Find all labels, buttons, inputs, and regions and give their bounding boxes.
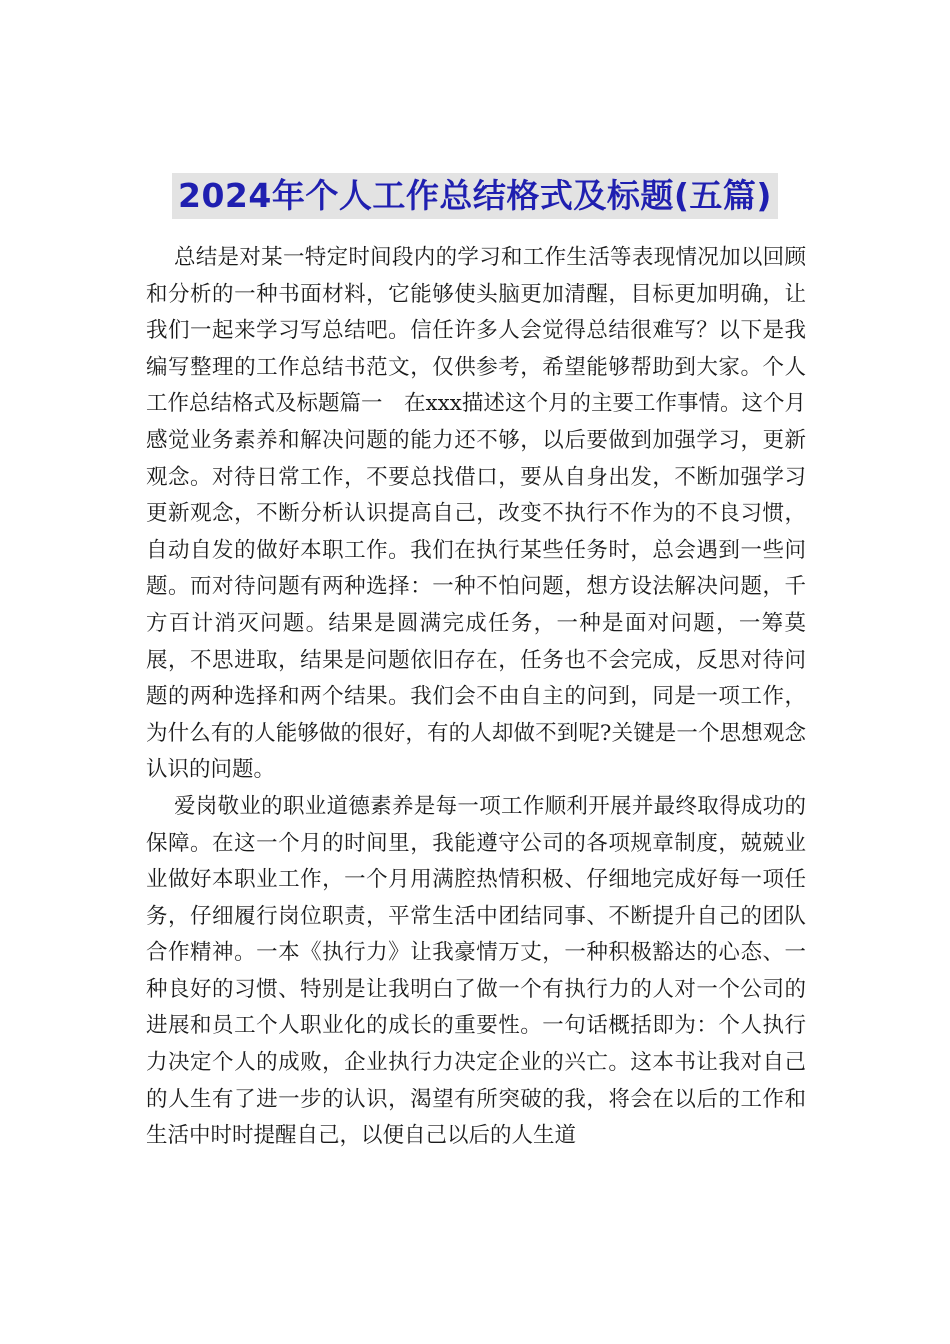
document-body (146, 240, 806, 1155)
paragraph-1: 总结是对某一特定时间段内的学习和工作生活等表现情况加以回顾和分析的一种书面材料，它能够使头脑更加清醒，目标更加明确，让我们一起来学习写总结吧。信任许多人会觉得总结很难写？以下是我编写整理的工作总结书范文，仅供参考，希望能够帮助到大家。个人工作总结格式及标题篇一 在xxx描述这个月的主要工作事情。这个月感觉业务素养和解决问题的能力还不够，以后要做到加强学习，更新观念。对待日常工作，不要总找借口，要从自身出发，不断加强学习更新观念，不断分析认识提高自己，改变不执行不作为的不良习惯，自动自发的做好本职工作。我们在执行某些任务时，总会遇到一些问题。而对待问题有两种选择：一种不怕问题，想方设法解决问题，千方百计消灭问题。结果是圆满完成任务，一种是面对问题，一筹莫展，不思进取，结果是问题依旧存在，任务也不会完成，反思对待问题的两种选择和两个结果。我们会不由自主的问到，同是一项工作，为什么有的人能够做的很好，有的人却做不到呢?关键是一个思想观念认识的问题。 (146, 245, 806, 783)
title-container (0, 173, 950, 219)
document-title: 2024年个人工作总结格式及标题(五篇) (172, 173, 778, 219)
paragraph-2: 爱岗敬业的职业道德素养是每一项工作顺利开展并最终取得成功的保障。在这一个月的时间里，我能遵守公司的各项规章制度，兢兢业业做好本职业工作，一个月用满腔热情积极、仔细地完成好每一项任务，仔细履行岗位职责，平常生活中团结同事、不断提升自己的团队合作精神。一本《执行力》让我豪情万丈，一种积极豁达的心态、一种良好的习惯、特别是让我明白了做一个有执行力的人对一个公司的进展和员工个人职业化的成长的重要性。一句话概括即为：个人执行力决定个人的成败，企业执行力决定企业的兴亡。这本书让我对自己的人生有了进一步的认识，渴望有所突破的我，将会在以后的工作和生活中时时提醒自己，以便自己以后的人生道 (146, 793, 806, 1149)
